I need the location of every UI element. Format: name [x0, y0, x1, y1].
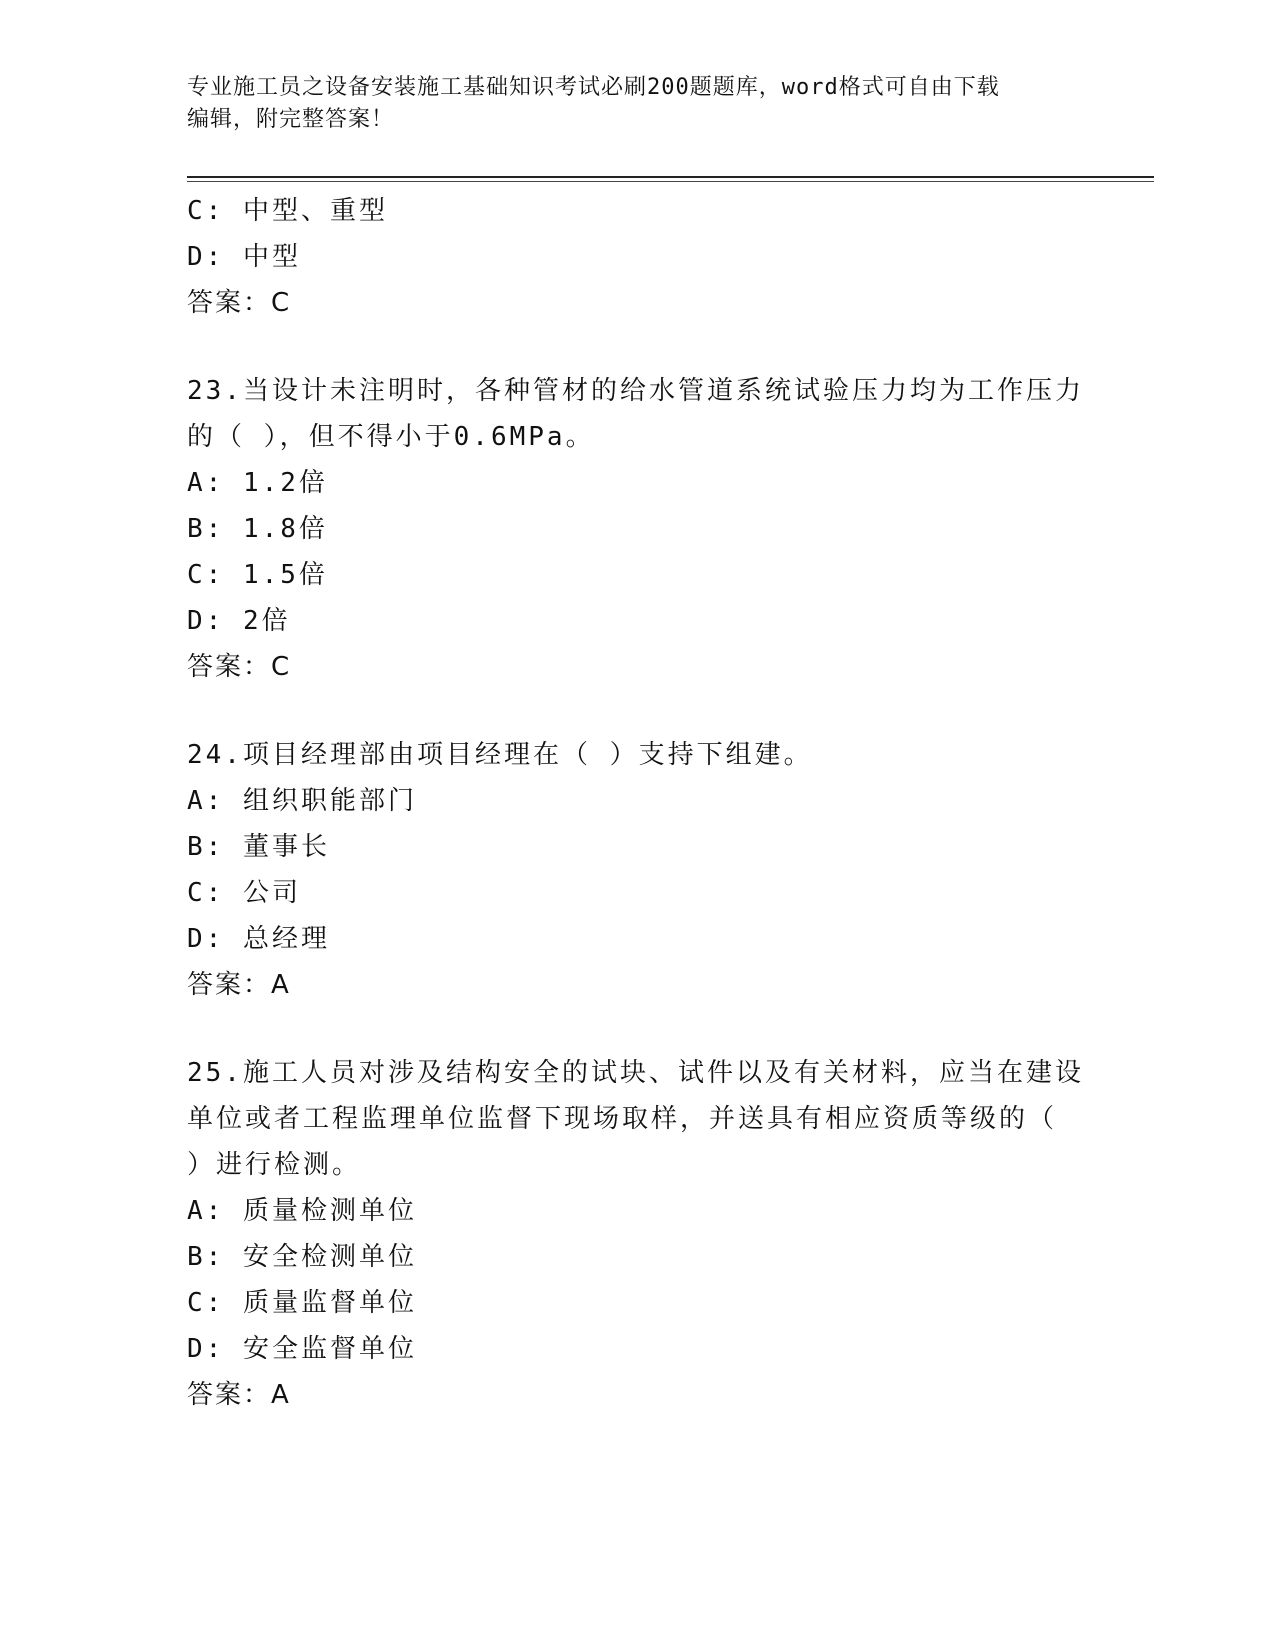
option-b: B: 安全检测单位	[187, 1242, 417, 1272]
answer-line: 答案：A	[187, 1380, 291, 1410]
document-body	[187, 188, 1087, 1418]
question-text-line: 单位或者工程监理单位监督下现场取样，并送具有相应资质等级的（	[187, 1104, 1058, 1134]
option-a: A: 质量检测单位	[187, 1196, 417, 1226]
question-text-line: ）进行检测。	[187, 1150, 362, 1180]
spacer	[187, 1008, 1087, 1050]
question-text-line: 的（ ），但不得小于0.6MPa。	[187, 422, 595, 452]
header-divider-thin	[187, 181, 1154, 182]
option-b: B: 董事长	[187, 832, 330, 862]
question-text-line: 24.项目经理部由项目经理在（ ）支持下组建。	[187, 740, 813, 770]
answer-line: 答案：A	[187, 970, 291, 1000]
spacer	[187, 690, 1087, 732]
question-block-23	[187, 368, 1087, 690]
spacer	[187, 326, 1087, 368]
option-d: D: 2倍	[187, 606, 291, 636]
question-block-22	[187, 188, 1087, 326]
option-d: D: 安全监督单位	[187, 1334, 417, 1364]
option-b: B: 1.8倍	[187, 514, 328, 544]
answer-line: 答案：C	[187, 288, 292, 318]
option-a: A: 组织职能部门	[187, 786, 417, 816]
option-c: C: 质量监督单位	[187, 1288, 417, 1318]
option-a: A: 1.2倍	[187, 468, 328, 498]
document-header	[187, 72, 1067, 136]
header-line-2: 编辑，附完整答案！	[187, 107, 395, 132]
option-d: D: 总经理	[187, 924, 330, 954]
option-c: C: 1.5倍	[187, 560, 328, 590]
question-text-line: 23.当设计未注明时，各种管材的给水管道系统试验压力均为工作压力	[187, 376, 1084, 406]
header-line-1: 专业施工员之设备安装施工基础知识考试必刷200题题库，word格式可自由下载	[187, 75, 1000, 100]
option-c: C: 公司	[187, 878, 301, 908]
question-text-line: 25.施工人员对涉及结构安全的试块、试件以及有关材料，应当在建设	[187, 1058, 1084, 1088]
option-d: D: 中型	[187, 242, 301, 272]
answer-line: 答案：C	[187, 652, 292, 682]
header-divider	[187, 176, 1154, 178]
option-c: C: 中型、重型	[187, 196, 388, 226]
question-block-24	[187, 732, 1087, 1008]
question-block-25	[187, 1050, 1087, 1418]
